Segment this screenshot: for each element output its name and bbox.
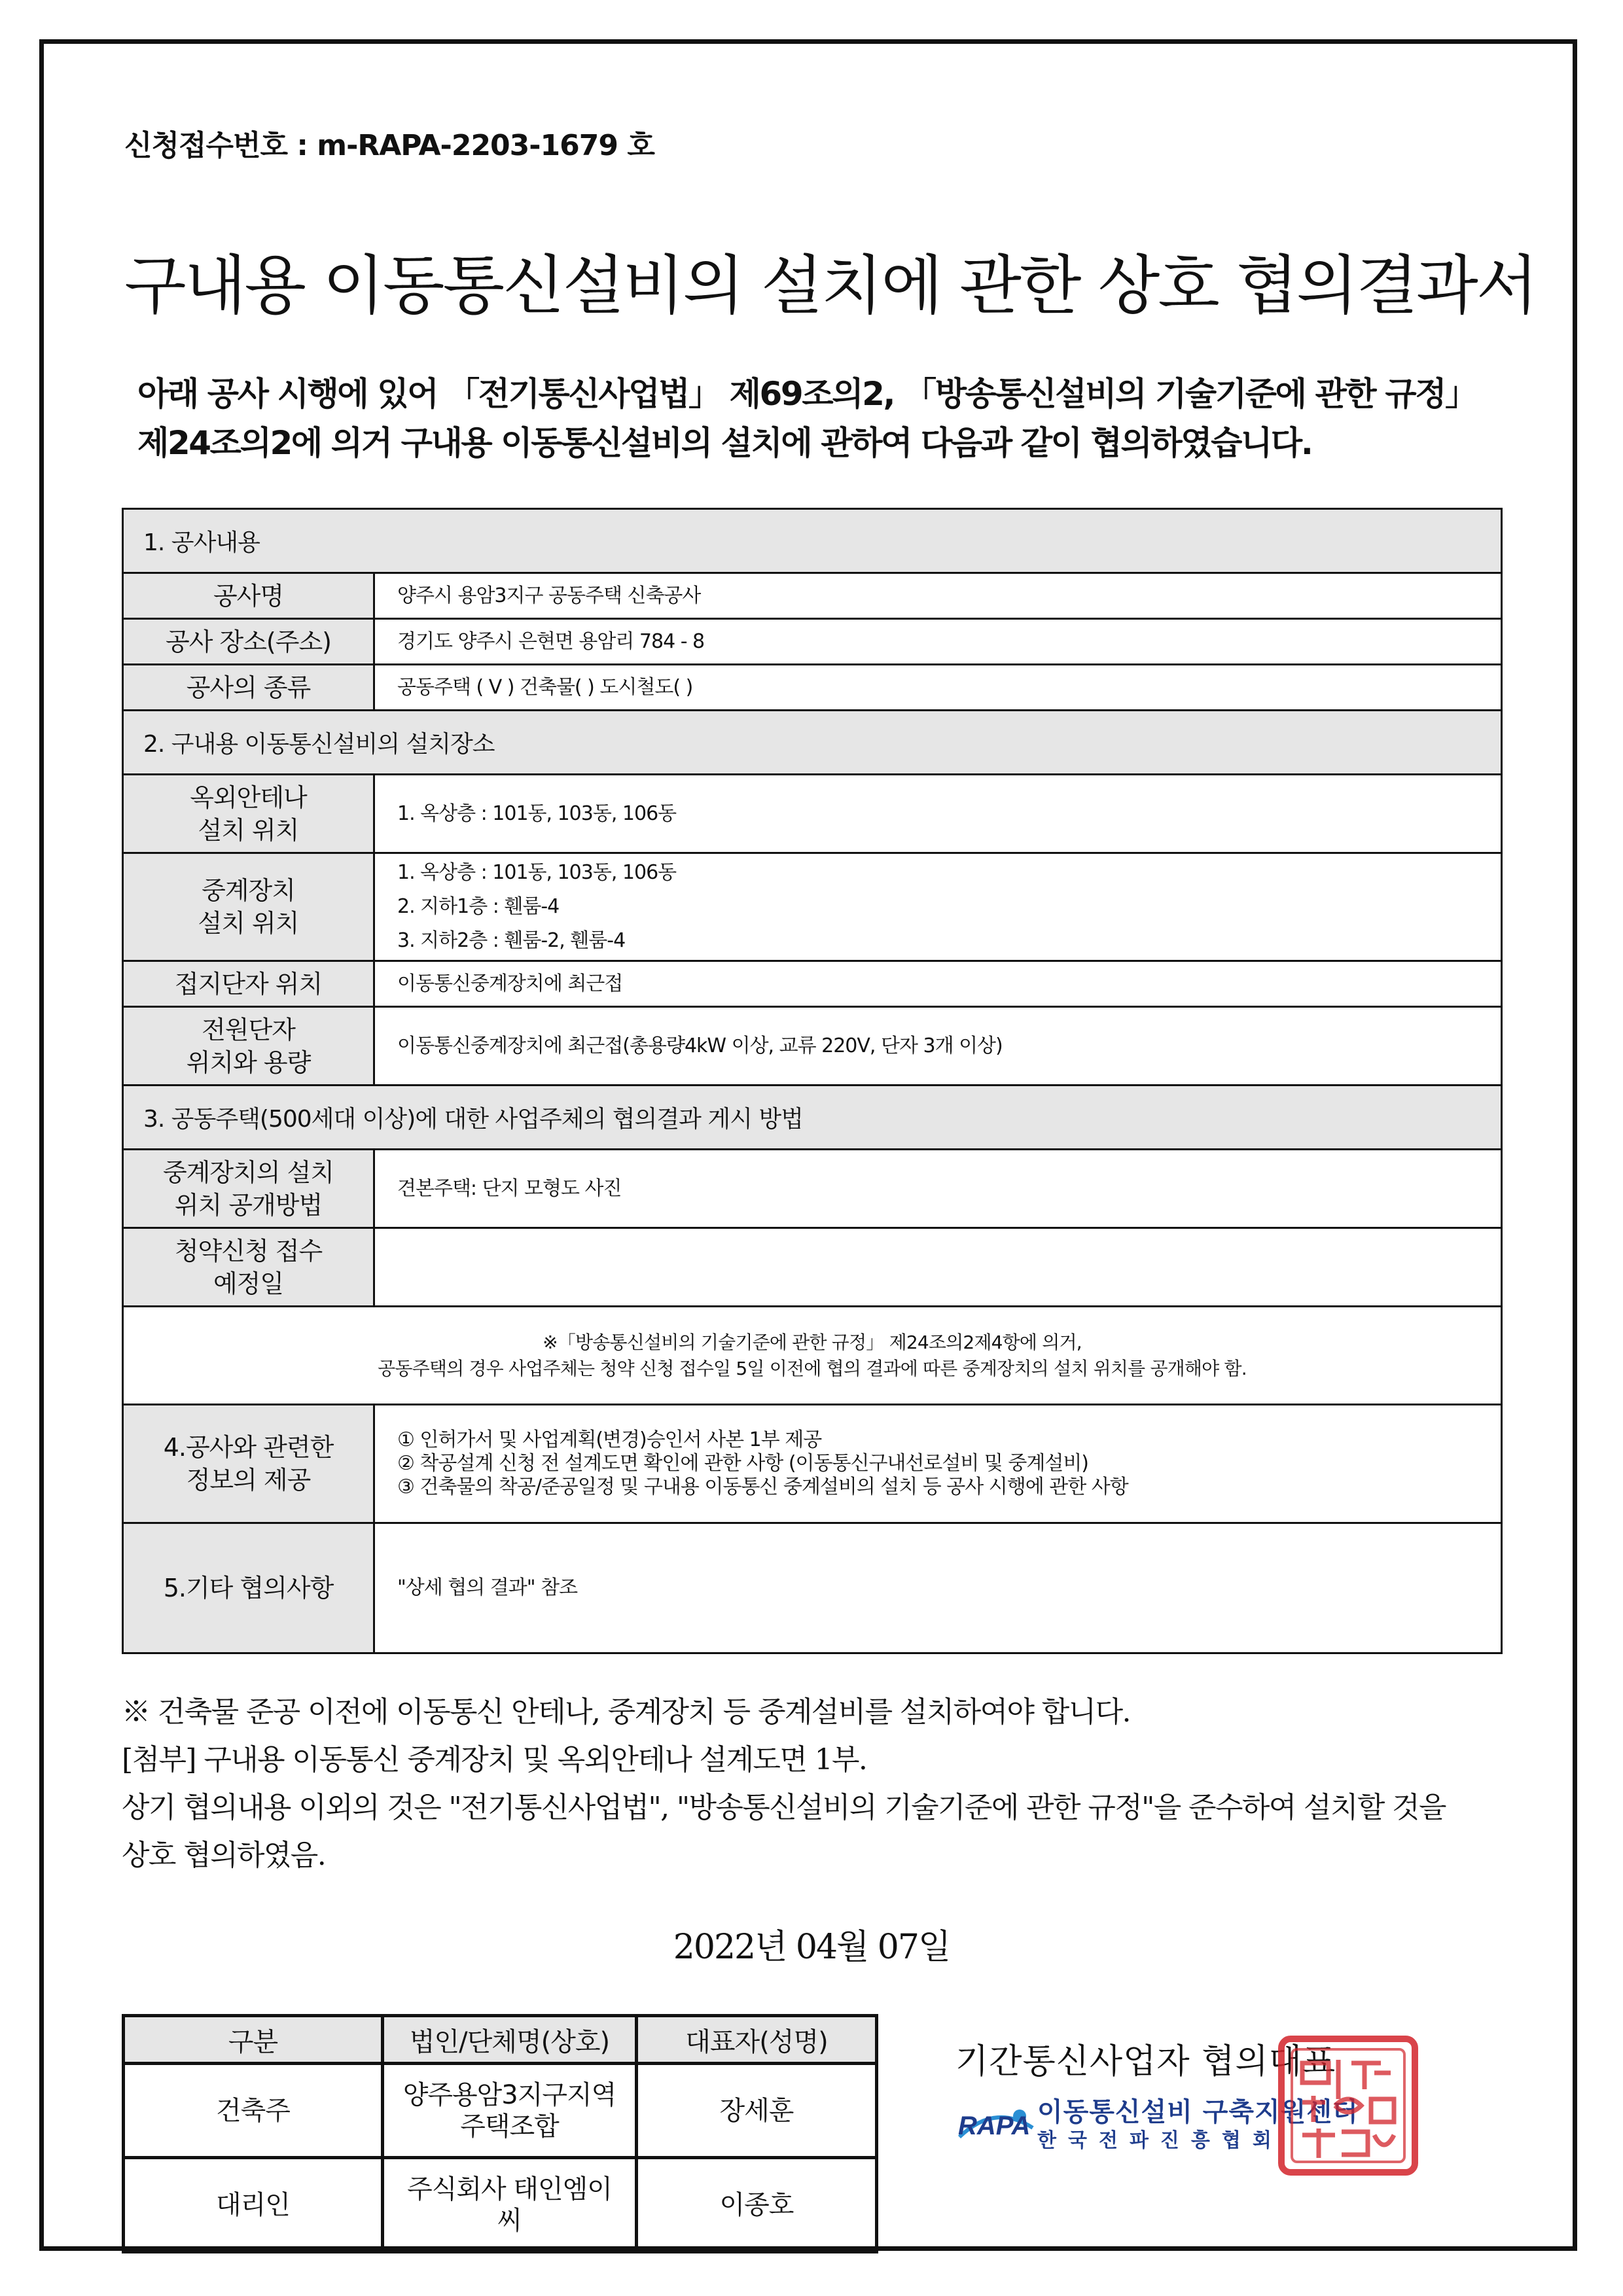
agent-org-line-2: 씨 xyxy=(497,2205,522,2236)
subscription-label xyxy=(123,1228,374,1307)
project-name-label: 공사명 xyxy=(123,573,374,619)
disclosure-label-line-1: 중계장치의 설치 xyxy=(162,1157,334,1187)
disclosure-value: 견본주택: 단지 모형도 사진 xyxy=(374,1150,1502,1228)
info-line-2: ② 착공설계 신청 전 설계도면 확인에 관한 사항 (이동통신구내선로설비 및 중계설비) xyxy=(397,1452,1089,1475)
info-line-1: ① 인허가서 및 사업계획(변경)승인서 사본 1부 제공 xyxy=(397,1428,822,1451)
section-header-row xyxy=(123,711,1502,775)
table-row xyxy=(123,1007,1502,1086)
footer-notes xyxy=(122,1688,1503,1879)
repeater-label-line-2: 설치 위치 xyxy=(198,909,299,938)
project-location-label: 공사 장소(주소) xyxy=(123,619,374,665)
note-line-1: ※「방송통신설비의 기술기준에 관한 규정」 제24조의2제4항에 의거, xyxy=(543,1331,1082,1353)
subscription-value xyxy=(374,1228,1502,1307)
section-2-title: 2. 구내용 이동통신설비의 설치장소 xyxy=(123,711,1502,775)
intro-line-1: 아래 공사 시행에 있어 「전기통신사업법」 제69조의2, 「방송통신설비의 기술기준에 관한 규정」 xyxy=(137,375,1476,413)
association-name: 한국전파진흥협회 xyxy=(1037,2129,1283,2152)
regulation-note xyxy=(123,1307,1502,1405)
header-representative: 대표자(성명) xyxy=(637,2016,877,2064)
repeater-line-1: 1. 옥상층 : 101동, 103동, 106동 xyxy=(397,861,677,884)
subscription-label-line-2: 예정일 xyxy=(213,1269,284,1298)
info-value xyxy=(374,1405,1502,1523)
signatory-table xyxy=(122,2014,878,2253)
owner-org-line-2: 주택조합 xyxy=(460,2111,559,2142)
table-row xyxy=(123,1228,1502,1307)
header-organization: 법인/단체명(상호) xyxy=(383,2016,637,2064)
disclosure-label-line-2: 위치 공개방법 xyxy=(174,1190,323,1220)
project-type-value: 공동주택 ( V ) 건축물( ) 도시철도( ) xyxy=(374,665,1502,711)
repeater-line-2: 2. 지하1층 : 휀룸-4 xyxy=(397,895,560,918)
power-label-line-1: 전원단자 xyxy=(202,1015,295,1044)
info-label-line-2: 정보의 제공 xyxy=(186,1466,311,1494)
repeater-label-line-1: 중계장치 xyxy=(202,876,295,905)
table-row xyxy=(123,775,1502,853)
section-header-row xyxy=(123,509,1502,573)
antenna-label xyxy=(123,775,374,853)
header-category: 구분 xyxy=(124,2016,383,2064)
table-row xyxy=(123,961,1502,1007)
antenna-label-line-1: 옥외안테나 xyxy=(190,783,307,812)
power-label-line-2: 위치와 용량 xyxy=(186,1048,311,1077)
document-title: 구내용 이동통신설비의 설치에 관한 상호 협의결과서 xyxy=(124,249,1537,323)
receipt-number: 신청접수번호 : m-RAPA-2203-1679 호 xyxy=(124,129,654,162)
svg-text:RAPA: RAPA xyxy=(958,2111,1031,2140)
section-3-title: 3. 공동주택(500세대 이상)에 대한 사업주체의 협의결과 게시 방법 xyxy=(123,1086,1502,1150)
signatory-row xyxy=(124,2158,877,2252)
subscription-label-line-1: 청약신청 접수 xyxy=(174,1236,323,1265)
info-label xyxy=(123,1405,374,1523)
owner-representative: 장세훈 xyxy=(637,2064,877,2158)
footer-line-3: 상기 협의내용 이외의 것은 "전기통신사업법", "방송통신설비의 기술기준에 관한 규정"을 준수하여 설치할 것을 xyxy=(122,1791,1446,1824)
footer-line-2: [첨부] 구내용 이동통신 중계장치 및 옥외안테나 설계도면 1부. xyxy=(122,1743,867,1776)
signatory-row xyxy=(124,2064,877,2158)
section-header-row xyxy=(123,1086,1502,1150)
ground-label: 접지단자 위치 xyxy=(123,961,374,1007)
agent-organization xyxy=(383,2158,637,2252)
repeater-line-3: 3. 지하2층 : 휀룸-2, 휀룸-4 xyxy=(397,929,626,952)
table-row xyxy=(123,619,1502,665)
section-1-title: 1. 공사내용 xyxy=(123,509,1502,573)
power-value: 이동통신중계장치에 최근접(총용량4kW 이상, 교류 220V, 단자 3개 이상) xyxy=(374,1007,1502,1086)
role-agent: 대리인 xyxy=(124,2158,383,2252)
intro-paragraph xyxy=(137,370,1505,468)
table-row xyxy=(123,1405,1502,1523)
table-row xyxy=(123,573,1502,619)
other-value: "상세 협의 결과" 참조 xyxy=(374,1523,1502,1653)
table-row xyxy=(123,1523,1502,1653)
owner-org-line-1: 양주용암3지구지역 xyxy=(402,2079,616,2110)
repeater-label xyxy=(123,853,374,961)
ground-value: 이동통신중계장치에 최근접 xyxy=(374,961,1502,1007)
owner-organization xyxy=(383,2064,637,2158)
support-center-name: 이동통신설비 구축지원센터 xyxy=(1037,2097,1359,2127)
project-location-value: 경기도 양주시 은현면 용암리 784 - 8 xyxy=(374,619,1502,665)
table-row xyxy=(123,665,1502,711)
antenna-label-line-2: 설치 위치 xyxy=(198,815,299,845)
signatory-header-row xyxy=(124,2016,877,2064)
footer-line-1: ※ 건축물 준공 이전에 이동통신 안테나, 중계장치 등 중계설비를 설치하여야 합니다. xyxy=(122,1695,1130,1729)
table-row xyxy=(123,1150,1502,1228)
intro-line-2: 제24조의2에 의거 구내용 이동통신설비의 설치에 관하여 다음과 같이 협의하였습니다. xyxy=(137,424,1312,462)
power-label xyxy=(123,1007,374,1086)
info-line-3: ③ 건축물의 착공/준공일정 및 구내용 이동통신 중계설비의 설치 등 공사 시행에 관한 사항 xyxy=(397,1475,1128,1498)
project-type-label: 공사의 종류 xyxy=(123,665,374,711)
note-row xyxy=(123,1307,1502,1405)
disclosure-label xyxy=(123,1150,374,1228)
table-row xyxy=(123,853,1502,961)
note-line-2: 공동주택의 경우 사업주체는 청약 신청 접수일 5일 이전에 협의 결과에 따른 중계장치의 설치 위치를 공개해야 함. xyxy=(378,1357,1247,1379)
consultation-table xyxy=(122,508,1503,1654)
agent-representative: 이종호 xyxy=(637,2158,877,2252)
project-name-value: 양주시 용암3지구 공동주택 신축공사 xyxy=(374,573,1502,619)
agent-org-line-1: 주식회사 태인엠이 xyxy=(407,2174,612,2204)
official-seal-icon xyxy=(1276,2034,1420,2178)
info-label-line-1: 4.공사와 관련한 xyxy=(163,1433,334,1462)
repeater-value xyxy=(374,853,1502,961)
agreement-date: 2022년 04월 07일 xyxy=(673,1928,950,1967)
other-label: 5.기타 협의사항 xyxy=(123,1523,374,1653)
role-owner: 건축주 xyxy=(124,2064,383,2158)
carrier-representative-title: 기간통신사업자 협의대표 xyxy=(955,2042,1336,2081)
antenna-value: 1. 옥상층 : 101동, 103동, 106동 xyxy=(374,775,1502,853)
footer-line-4: 상호 협의하였음. xyxy=(122,1839,326,1872)
